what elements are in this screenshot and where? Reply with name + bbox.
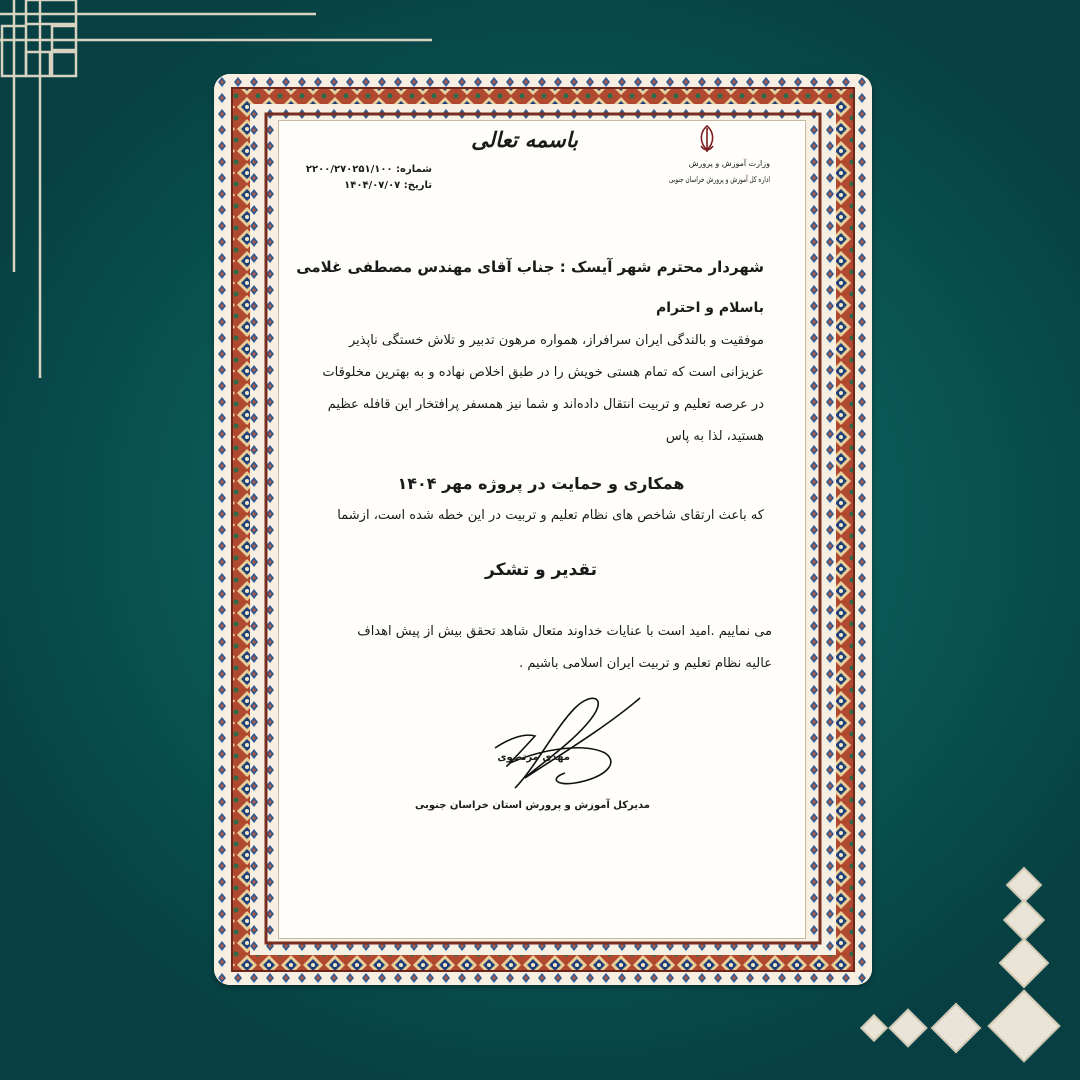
thanks-heading: تقدیر و تشکر [485,560,597,580]
iran-emblem-icon [694,124,720,154]
project-heading: همکاری و حمایت در پروژه مهر ۱۴۰۴ [397,474,685,493]
calligraphy-heading: باسمه تعالی [471,128,578,152]
signer-title: مدیرکل آموزش و پرورش استان خراسان جنوبی [414,800,650,811]
body-line: در عرصه تعلیم و تربیت انتقال داده‌اند و شما نیز همسفر پرافتخار این قافله عظیم [327,397,764,412]
certificate-frame [214,74,872,985]
letter-number: شماره: ۲۲۰۰/۲۷۰۲۵۱/۱۰۰ [305,164,432,175]
body-line: هستید، لذا به پاس [665,429,764,444]
addressee-line: شهردار محترم شهر آیسک : جناب آقای مهندس مصطفی غلامی [296,258,764,276]
reason-line: که باعث ارتقای شاخص های نظام تعلیم و تربیت در این خطه شده است، ازشما [337,508,764,523]
letter-date: تاریخ: ۱۴۰۴/۰۷/۰۷ [344,180,432,191]
ministry-line-1: وزارت آموزش و پرورش [688,159,770,168]
corner-ornament-diamonds [850,860,1080,1080]
body-line: موفقیت و بالندگی ایران سرافراز، همواره مرهون تدبیر و تلاش خستگی ناپذیر [348,333,764,348]
letter-paper [278,120,806,939]
ministry-line-2: اداره کل آموزش و پرورش خراسان جنوبی [668,175,770,184]
signer-name: مهدی مرتضوی [497,752,570,763]
closing-line: عالیه نظام تعلیم و تربیت ایران اسلامی باشیم . [519,656,772,671]
greeting-line: باسلام و احترام [656,300,764,316]
signature-graphic [455,688,655,798]
closing-line: می نماییم .امید است با عنایات خداوند متعال شاهد تحقق بیش از پیش اهداف [357,624,772,639]
body-line: عزیزانی است که تمام هستی خویش را در طبق اخلاص نهاده و به بهترین مخلوقات [322,365,764,380]
